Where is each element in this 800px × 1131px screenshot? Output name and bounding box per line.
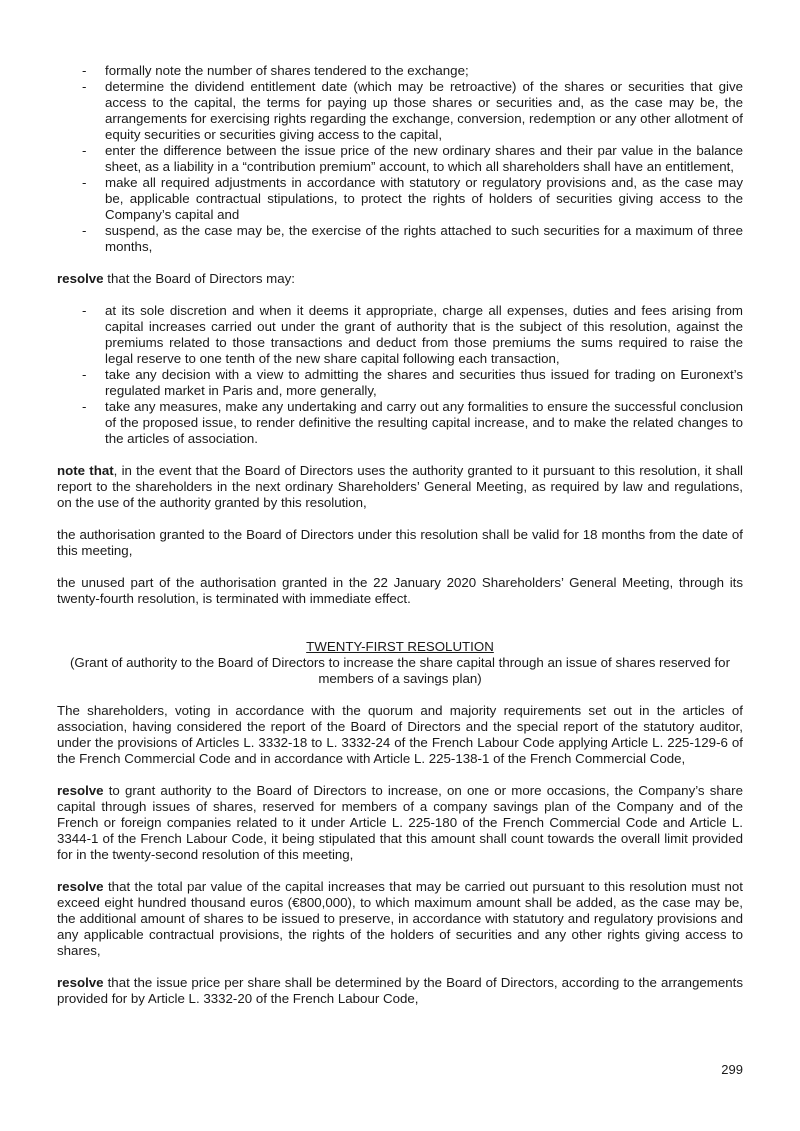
list-item: - take any decision with a view to admitting the shares and securities thus issued for trading on Euronext’s regulated market in Paris and, more generally, [82, 367, 743, 398]
dash-list-2 [57, 303, 743, 447]
intro-paragraph: The shareholders, voting in accordance with the quorum and majority requirements set out in the articles of association, having considered the report of the Board of Directors and the special report of the statutory auditor, under the provisions of Articles L. 3332-18 to L. 3332-24 of the French Labour Code applying Article L. 225-129-6 of the French Commercial Code and in accordance with Article L. 225-138-1 of the French Commercial Code, [57, 703, 743, 766]
keyword: resolve [57, 879, 104, 894]
list-item: - at its sole discretion and when it deems it appropriate, charge all expenses, duties and fees arising from capital increases carried out under the grant of authority that is the subject of this resolution, against the premiums related to those transactions and deduct from those premiums the sums required to raise the legal reserve to one tenth of the new share capital following each transaction, [82, 303, 743, 366]
list-item: - make all required adjustments in accordance with statutory or regulatory provisions and, as the case may be, applicable contractual stipulations, to protect the rights of holders of securities giving access to the Company’s capital and [82, 175, 743, 222]
keyword: resolve [57, 783, 104, 798]
list-item-text: at its sole discretion and when it deems it appropriate, charge all expenses, duties and fees arising from capital increases carried out under the grant of authority that is the subject of this resolution, against the premiums related to those transactions and deduct from those premiums the sums required to raise the legal reserve to one tenth of the new share capital following each transaction, [105, 303, 743, 366]
keyword: resolve [57, 975, 104, 990]
resolution-title: TWENTY-FIRST RESOLUTION [306, 639, 494, 654]
dash-list-1 [57, 63, 743, 255]
unused-paragraph: the unused part of the authorisation granted in the 22 January 2020 Shareholders’ General Meeting, through its twenty-fourth resolution, is terminated with immediate effect. [57, 575, 743, 606]
list-item-text: take any measures, make any undertaking and carry out any formalities to ensure the successful conclusion of the proposed issue, to render definitive the resulting capital increase, and to make the related changes to the articles of association. [105, 399, 743, 446]
list-item: - take any measures, make any undertaking and carry out any formalities to ensure the successful conclusion of the proposed issue, to render definitive the resulting capital increase, and to make the related changes to the articles of association. [82, 399, 743, 446]
paragraph-text: , in the event that the Board of Directors uses the authority granted to it pursuant to this resolution, it shall report to the shareholders in the next ordinary Shareholders’ General Meeting, as required by law and regulations, on the use of the authority granted by this resolution, [57, 463, 743, 510]
list-item-text: take any decision with a view to admitting the shares and securities thus issued for trading on Euronext’s regulated market in Paris and, more generally, [105, 367, 743, 398]
list-item-text: determine the dividend entitlement date (which may be retroactive) of the shares or securities that give access to the capital, the terms for paying up those shares or securities and, as the case may be, the arrangements for exercising rights regarding the exchange, conversion, redemption or any other allotment of equity securities or securities giving access to the capital, [105, 79, 743, 142]
resolve-paragraph-1 [57, 783, 743, 863]
list-item-text: make all required adjustments in accordance with statutory or regulatory provisions and, as the case may be, applicable contractual stipulations, to protect the rights of holders of securities giving access to the Company’s capital and [105, 175, 743, 222]
list-item: - formally note the number of shares tendered to the exchange; [82, 63, 469, 78]
paragraph-text: to grant authority to the Board of Directors to increase, on one or more occasions, the Company’s share capital through issues of shares, reserved for members of a company savings plan of the Company and of the French or foreign companies related to it under Article L. 225-180 of the French Commercial Code and Article L. 3344-1 of the French Labour Code, it being stipulated that this amount shall count towards the overall limit provided for in the twenty-second resolution of this meeting, [57, 783, 743, 862]
list-item-text: formally note the number of shares tendered to the exchange; [105, 63, 469, 78]
keyword: resolve [57, 271, 104, 286]
list-item: - determine the dividend entitlement date (which may be retroactive) of the shares or securities that give access to the capital, the terms for paying up those shares or securities and, as the case may be, the arrangements for exercising rights regarding the exchange, conversion, redemption or any other allotment of equity securities or securities giving access to the capital, [82, 79, 743, 142]
list-item-text: suspend, as the case may be, the exercise of the rights attached to such securities for a maximum of three months, [105, 223, 743, 254]
validity-paragraph: the authorisation granted to the Board of Directors under this resolution shall be valid for 18 months from the date of this meeting, [57, 527, 743, 558]
paragraph-text: that the total par value of the capital increases that may be carried out pursuant to this resolution must not exceed eight hundred thousand euros (€800,000), to which maximum amount shall be added, as the case may be, the additional amount of shares to be issued to preserve, in accordance with statutory and regulatory provisions and any applicable contractual provisions, the rights of the holders of securities and any other rights giving access to shares, [57, 879, 743, 958]
paragraph-text: that the issue price per share shall be determined by the Board of Directors, according to the arrangements provided for by Article L. 3332-20 of the French Labour Code, [57, 975, 743, 1006]
resolution-heading [57, 639, 743, 655]
keyword: note that [57, 463, 114, 478]
resolution-subtitle: (Grant of authority to the Board of Directors to increase the share capital through an issue of shares reserved for members of a savings plan) [69, 655, 730, 686]
resolve-paragraph-2 [57, 879, 743, 959]
list-item: - enter the difference between the issue price of the new ordinary shares and their par value in the balance sheet, as a liability in a “contribution premium” account, to which all shareholders shall have an entitlement, [82, 143, 743, 174]
list-item: - suspend, as the case may be, the exercise of the rights attached to such securities for a maximum of three months, [82, 223, 743, 254]
list-item-text: enter the difference between the issue price of the new ordinary shares and their par value in the balance sheet, as a liability in a “contribution premium” account, to which all shareholders shall have an entitlement, [105, 143, 743, 174]
page-number: 299 [721, 1062, 743, 1077]
document-page [57, 63, 743, 1007]
note-that-paragraph [57, 463, 743, 511]
resolve-paragraph-3 [57, 975, 743, 1007]
paragraph-text: that the Board of Directors may: [103, 271, 295, 286]
resolve-board-paragraph [57, 271, 743, 287]
